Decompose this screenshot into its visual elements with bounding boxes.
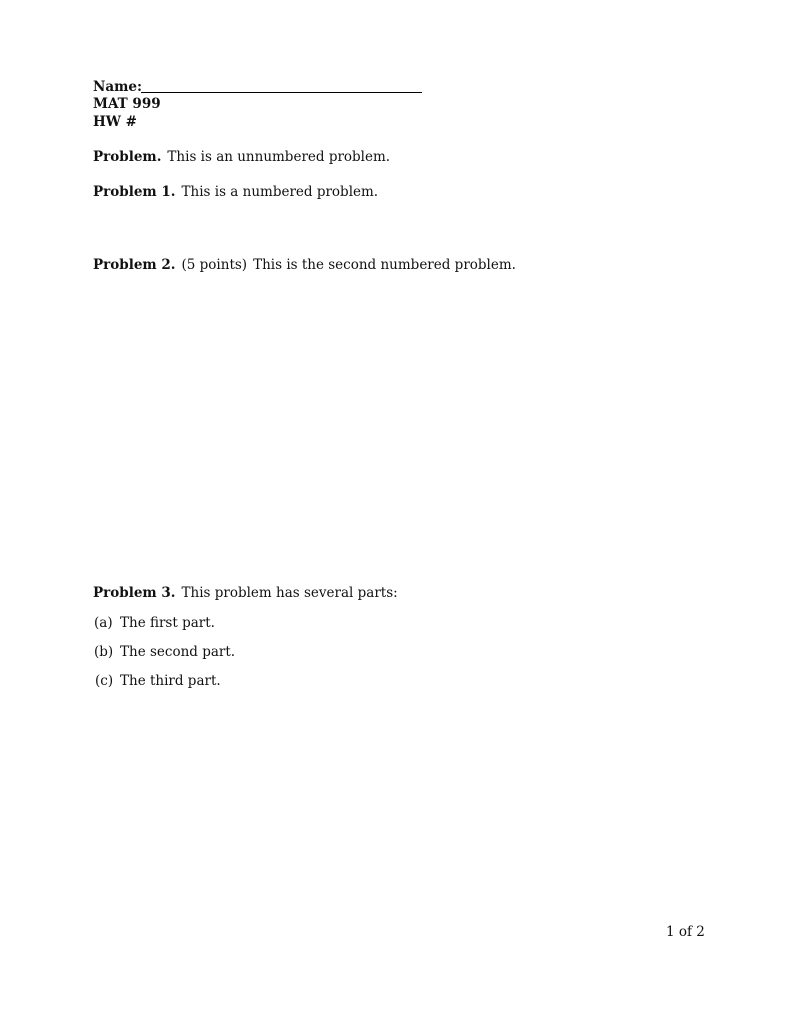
part-label: (c)	[95, 673, 114, 689]
problem-unnumbered	[93, 149, 390, 165]
part-b	[94, 644, 235, 660]
part-c	[95, 673, 221, 689]
name-blank-line	[141, 92, 422, 93]
problem-text: This is the second numbered problem.	[253, 257, 516, 273]
problem-text: This is a numbered problem.	[181, 184, 379, 200]
problem-label: Problem 3.	[93, 585, 176, 601]
problem-2	[93, 257, 516, 273]
part-text: The second part.	[120, 644, 236, 660]
hw-label: HW #	[93, 114, 137, 130]
problem-text: This is an unnumbered problem.	[167, 149, 391, 165]
part-a	[94, 615, 215, 631]
part-text: The first part.	[120, 615, 215, 631]
problem-label: Problem 2.	[93, 257, 176, 273]
part-label: (a)	[94, 615, 113, 631]
problem-label: Problem.	[93, 149, 162, 165]
problem-points: (5 points)	[181, 257, 248, 273]
problem-1	[93, 184, 378, 200]
problem-text: This problem has several parts:	[181, 585, 398, 601]
course-label: MAT 999	[93, 96, 161, 112]
part-label: (b)	[94, 644, 114, 660]
problem-label: Problem 1.	[93, 184, 176, 200]
page-number: 1 of 2	[666, 924, 705, 940]
name-label: Name:	[93, 79, 142, 95]
problem-3	[93, 585, 398, 601]
part-text: The third part.	[120, 673, 221, 689]
